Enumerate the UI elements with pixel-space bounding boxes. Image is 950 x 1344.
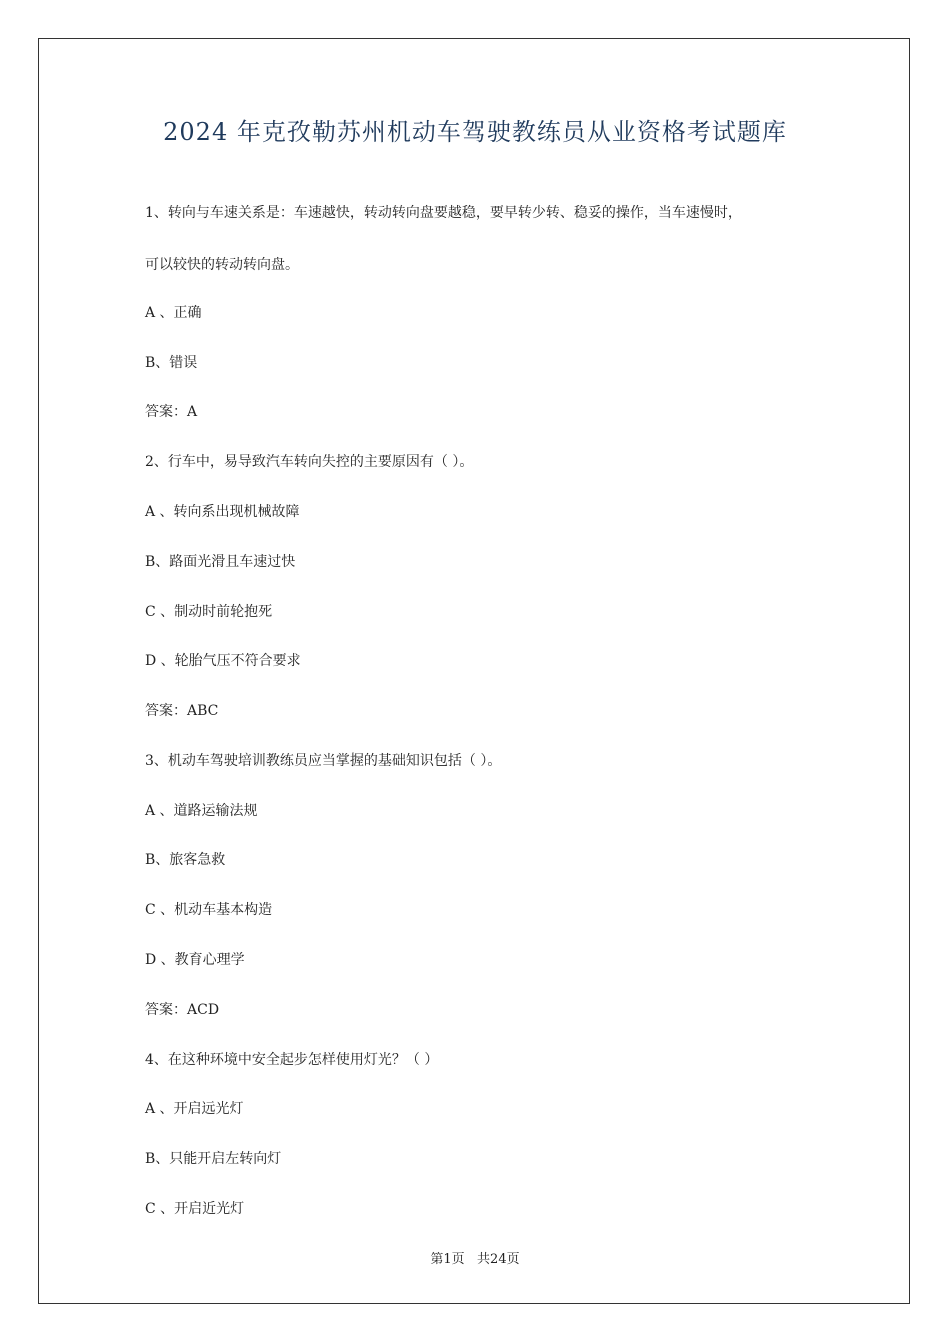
q4-option-c: C 、开启近光灯 [145,1201,245,1217]
document-title: 2024 年克孜勒苏州机动车驾驶教练员从业资格考试题库 [163,118,787,146]
q2-option-d: D 、轮胎气压不符合要求 [145,653,301,669]
q1-option-a: A 、正确 [145,305,202,321]
q1-answer: 答案：A [145,404,198,420]
q4-option-b: B、只能开启左转向灯 [145,1151,282,1167]
q3-answer: 答案：ACD [145,1002,220,1018]
q1-option-b: B、错误 [145,355,198,371]
q4-stem: 4、在这种环境中安全起步怎样使用灯光？（ ） [145,1052,439,1068]
q2-option-c: C 、制动时前轮抱死 [145,604,273,620]
q4-option-a: A 、开启远光灯 [145,1101,244,1117]
q3-option-b: B、旅客急救 [145,852,226,868]
q2-stem: 2、行车中，易导致汽车转向失控的主要原因有（ ）。 [145,454,474,470]
q2-option-b: B、路面光滑且车速过快 [145,554,296,570]
q2-answer: 答案：ABC [145,703,219,719]
q1-stem-line2: 可以较快的转动转向盘。 [145,257,299,273]
q3-option-c: C 、机动车基本构造 [145,902,273,918]
q3-option-d: D 、教育心理学 [145,952,245,968]
q2-option-a: A 、转向系出现机械故障 [145,504,300,520]
q3-stem: 3、机动车驾驶培训教练员应当掌握的基础知识包括（ ）。 [145,753,502,769]
page-footer: 第1页 共24页 [430,1252,520,1267]
q3-option-a: A 、道路运输法规 [145,803,258,819]
q1-stem-line1: 1、转向与车速关系是：车速越快，转动转向盘要越稳，要早转少转、稳妥的操作，当车速慢时， [145,205,742,221]
